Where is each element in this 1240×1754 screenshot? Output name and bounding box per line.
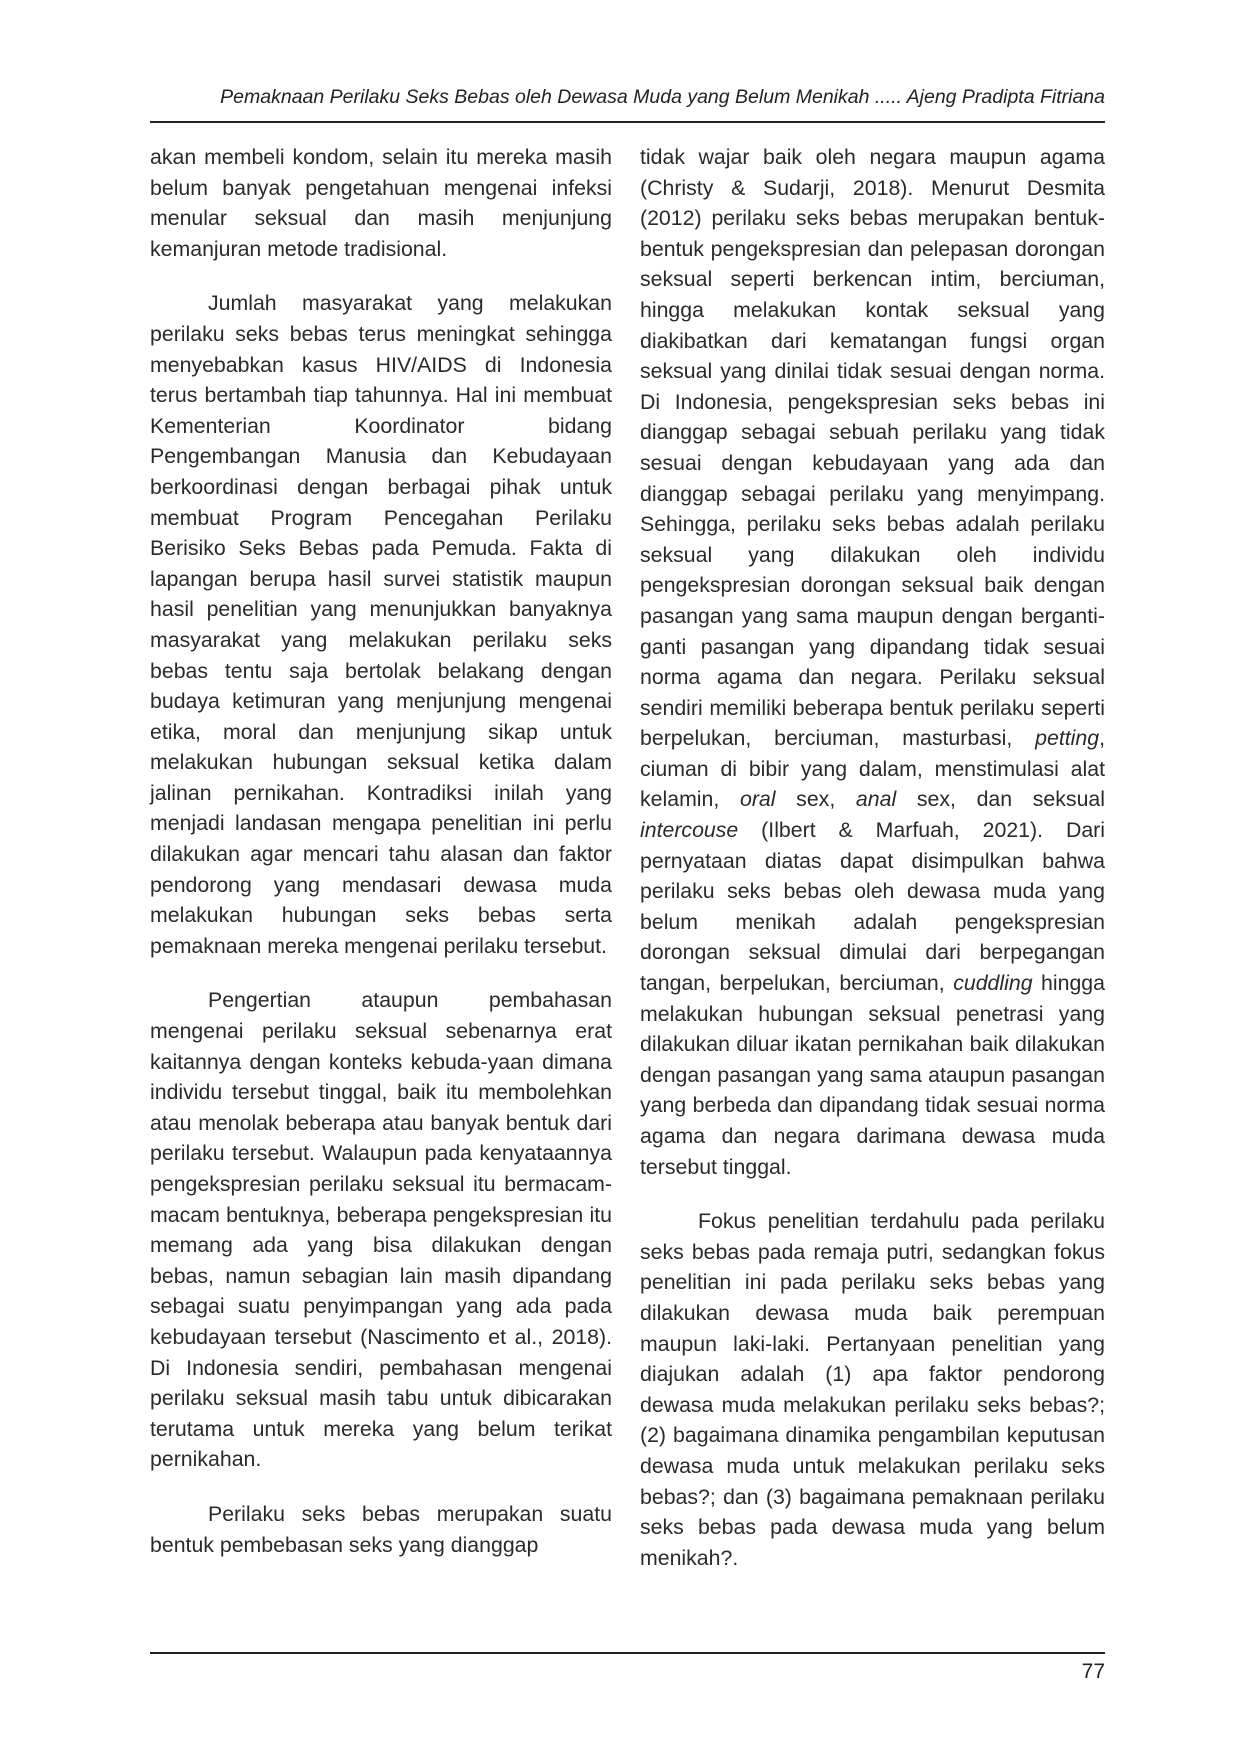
right-column: [640, 142, 1105, 1573]
text-run: sex,: [775, 787, 856, 812]
text-run: , ciuman di bibir yang dalam, menstimulasi alat kelamin,: [640, 726, 1105, 812]
paragraph-hiv-aids: Jumlah masyarakat yang melakukan perilaku seks bebas terus meningkat sehingga menyebabkan kasus HIV/AIDS di Indonesia terus bertambah tiap tahunnya. Hal ini membuat Kementerian Koordinator bidang Pengembangan Manusia dan Kebudayaan berkoordinasi dengan berbagai pihak untuk membuat Program Pencegahan Perilaku Berisiko Seks Bebas pada Pemuda. Fakta di lapangan berupa hasil survei statistik maupun hasil penelitian yang menunjukkan banyaknya masyarakat yang melakukan perilaku seks bebas tentu saja bertolak belakang dengan budaya ketimuran yang menjunjung mengenai etika, moral dan menjunjung sikap untuk melakukan hubungan seksual ketika dalam jalinan pernikahan. Kontradiksi inilah yang menjadi landasan mengapa penelitian ini perlu dilakukan agar mencari tahu alasan dan faktor pendorong yang mendasari dewasa muda melakukan hubungan seks bebas serta pemaknaan mereka mengenai perilaku tersebut.: [150, 291, 612, 958]
emphasis-term: anal: [855, 787, 897, 812]
header-rule: [150, 121, 1105, 123]
text-run: (Ilbert & Marfuah, 2021). Dari pernyataan diatas dapat disimpulkan bahwa perilaku seks bebas oleh dewasa muda yang belum menikah adalah pengekspresian dorongan seksual dimulai dari berpegangan tangan, berpelukan, berciuman,: [640, 818, 1105, 996]
left-column: [150, 142, 612, 1560]
paragraph-pengertian: Pengertian ataupun pembahasan mengenai perilaku seksual sebenarnya erat kaitannya dengan konteks kebuda-yaan dimana individu tersebut tinggal, baik itu membolehkan atau menolak beberapa atau banyak bentuk dari perilaku tersebut. Walaupun pada kenyataannya pengekspresian perilaku seksual itu bermacam-macam bentuknya, beberapa pengekspresian itu memang ada yang bisa dilakukan dengan bebas, namun sebagian lain masih dipandang sebagai suatu penyimpangan yang ada pada kebudayaan tersebut (Nascimento et al., 2018). Di Indonesia sendiri, pembahasan mengenai perilaku seksual masih tabu untuk dibicarakan terutama untuk mereka yang belum terikat pernikahan.: [150, 988, 612, 1472]
paragraph-continued: akan membeli kondom, selain itu mereka masih belum banyak pengetahuan mengenai infeksi menular seksual dan masih menjunjung kemanjuran metode tradisional.: [150, 145, 612, 261]
emphasis-term: cuddling: [953, 971, 1033, 996]
emphasis-term: intercouse: [640, 818, 739, 843]
text-run: hingga melakukan hubungan seksual penetrasi yang dilakukan diluar ikatan pernikahan baik dilakukan dengan pasangan yang sama ataupun pasangan yang berbeda dan dipandang tidak sesuai norma agama dan negara darimana dewasa muda tersebut tinggal.: [640, 971, 1105, 1179]
emphasis-term: petting: [1035, 726, 1100, 751]
running-header: Pemaknaan Perilaku Seks Bebas oleh Dewasa Muda yang Belum Menikah ..... Ajeng Pradipta Fitriana: [220, 86, 1105, 108]
paragraph-definition-continued: [640, 142, 1105, 1182]
text-run: sex, dan seksual: [896, 787, 1105, 812]
emphasis-term: oral: [739, 787, 776, 812]
footer-rule: [150, 1652, 1105, 1654]
text-run: tidak wajar baik oleh negara maupun agama (Christy & Sudarji, 2018). Menurut Desmita (2012) perilaku seks bebas merupakan bentuk-bentuk pengekspresian dan pelepasan dorongan seksual seperti berkencan intim, berciuman, hingga melakukan kontak seksual yang diakibatkan dari kematangan fungsi organ seksual yang dinilai tidak sesuai dengan norma. Di Indonesia, pengekspresian seks bebas ini dianggap sebagai sebuah perilaku yang tidak sesuai dengan kebudayaan yang ada dan dianggap sebagai perilaku yang menyimpang. Sehingga, perilaku seks bebas adalah perilaku seksual yang dilakukan oleh individu pengekspresian dorongan seksual baik dengan pasangan yang sama maupun dengan berganti-ganti pasangan yang dipandang tidak sesuai norma agama dan negara. Perilaku seksual sendiri memiliki beberapa bentuk perilaku seperti berpelukan, berciuman, masturbasi,: [640, 145, 1105, 751]
page-number: 77: [1081, 1660, 1105, 1683]
paragraph-perilaku-seks-bebas: Perilaku seks bebas merupakan suatu bentuk pembebasan seks yang dianggap: [150, 1501, 612, 1557]
paragraph-research-focus: Fokus penelitian terdahulu pada perilaku seks bebas pada remaja putri, sedangkan fokus penelitian ini pada perilaku seks bebas yang dilakukan dewasa muda baik perempuan maupun laki-laki. Pertanyaan penelitian yang diajukan adalah (1) apa faktor pendorong dewasa muda melakukan perilaku seks bebas?; (2) bagaimana dinamika pengambilan keputusan dewasa muda untuk melakukan perilaku seks bebas?; dan (3) bagaimana pemaknaan perilaku seks bebas pada dewasa muda yang belum menikah?.: [640, 1209, 1105, 1570]
